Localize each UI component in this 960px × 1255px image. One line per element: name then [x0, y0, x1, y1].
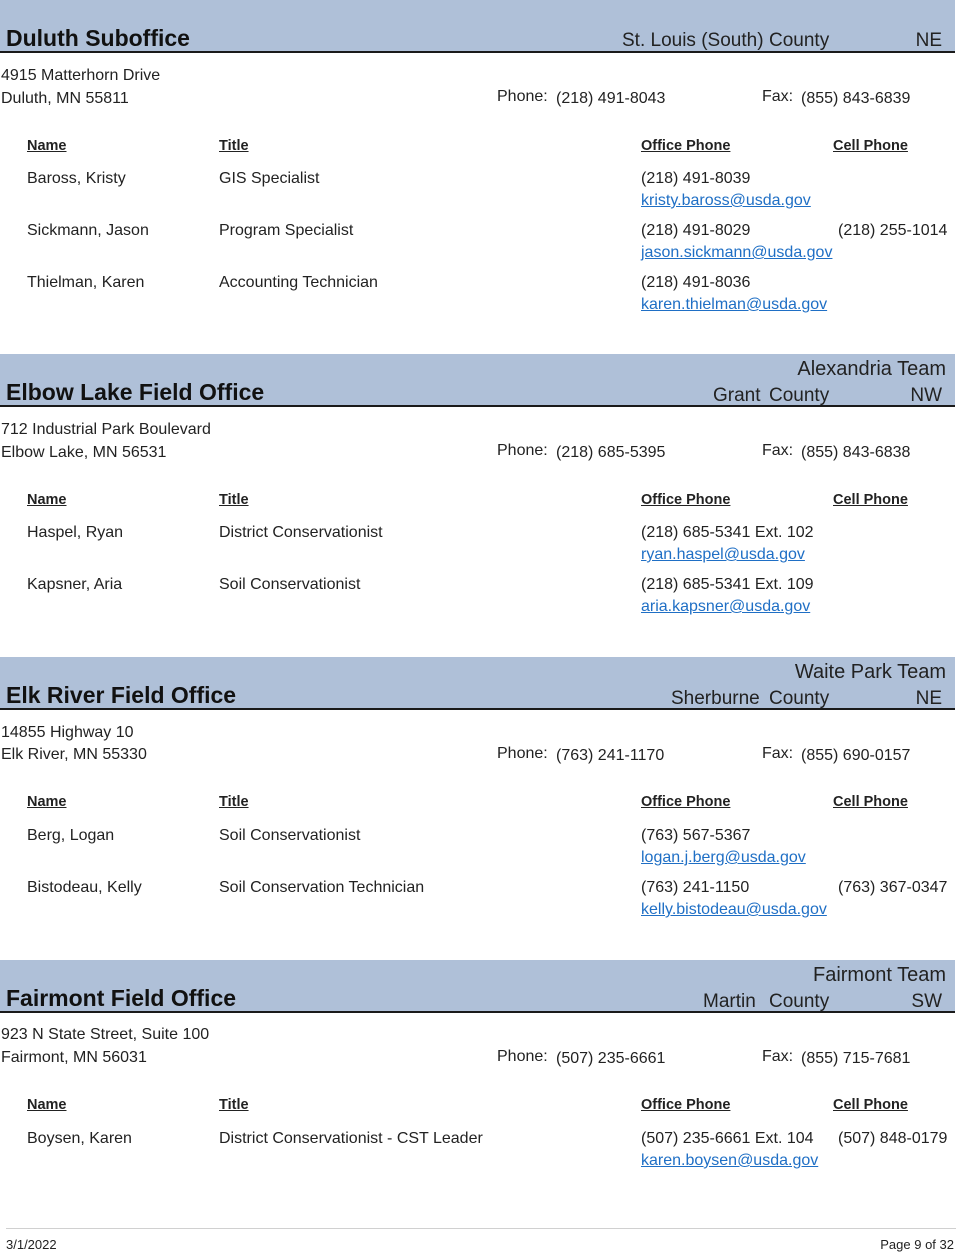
- column-header-name: Name: [27, 138, 67, 154]
- staff-name: Berg, Logan: [27, 827, 115, 844]
- staff-email-link[interactable]: logan.j.berg@usda.gov: [641, 849, 806, 866]
- column-header-name: Name: [27, 492, 67, 508]
- office-fax: (855) 843-6838: [801, 444, 911, 461]
- office-main-phone: (218) 491-8043: [556, 90, 666, 107]
- staff-email-link[interactable]: aria.kapsner@usda.gov: [641, 598, 811, 615]
- address-line-2: Duluth, MN 55811: [1, 90, 129, 107]
- column-header-name: Name: [27, 794, 67, 810]
- county-name: Sherburne: [671, 688, 760, 709]
- staff-cell-phone: (218) 255-1014: [838, 222, 948, 239]
- staff-email-link[interactable]: karen.thielman@usda.gov: [641, 296, 828, 313]
- team-name: Alexandria Team: [797, 358, 946, 380]
- staff-title: District Conservationist: [219, 524, 383, 541]
- staff-title: Program Specialist: [219, 222, 354, 239]
- staff-email-link[interactable]: kelly.bistodeau@usda.gov: [641, 901, 827, 918]
- region-code: NE: [915, 30, 942, 51]
- phone-label: Phone:: [497, 88, 548, 105]
- staff-office-phone: (218) 491-8029: [641, 222, 751, 239]
- phone-label: Phone:: [497, 745, 548, 762]
- address-line-1: 923 N State Street, Suite 100: [1, 1026, 210, 1043]
- fax-label: Fax:: [762, 1048, 794, 1065]
- office-fax: (855) 715-7681: [801, 1050, 911, 1067]
- staff-name: Bistodeau, Kelly: [27, 879, 142, 896]
- column-header-name: Name: [27, 1097, 67, 1113]
- footer-page-number: Page 9 of 32: [880, 1237, 954, 1252]
- column-header-cell-phone: Cell Phone: [833, 138, 908, 154]
- office-main-phone: (763) 241-1170: [556, 747, 665, 764]
- staff-office-phone: (218) 491-8036: [641, 274, 751, 291]
- footer-divider: [6, 1228, 956, 1229]
- address-line-2: Elbow Lake, MN 56531: [1, 444, 167, 461]
- phone-label: Phone:: [497, 442, 548, 459]
- staff-office-phone: (218) 685-5341 Ext. 102: [641, 524, 814, 541]
- fax-label: Fax:: [762, 442, 794, 459]
- region-code: NW: [910, 385, 942, 406]
- office-name: Duluth Suboffice: [6, 25, 190, 51]
- column-header-title: Title: [219, 138, 249, 154]
- county-name: Grant: [713, 385, 761, 406]
- address-line-1: 14855 Highway 10: [1, 724, 134, 741]
- office-name: Elbow Lake Field Office: [6, 379, 265, 405]
- fax-label: Fax:: [762, 745, 794, 762]
- address-line-2: Fairmont, MN 56031: [1, 1049, 147, 1066]
- office-main-phone: (218) 685-5395: [556, 444, 666, 461]
- address-line-2: Elk River, MN 55330: [1, 746, 147, 763]
- staff-name: Kapsner, Aria: [27, 576, 123, 593]
- phone-label: Phone:: [497, 1048, 548, 1065]
- county-label: County: [769, 991, 830, 1012]
- staff-name: Thielman, Karen: [27, 274, 145, 291]
- county-label: County: [769, 385, 830, 406]
- team-name: Waite Park Team: [794, 661, 946, 683]
- staff-office-phone: (763) 241-1150: [641, 879, 750, 896]
- region-code: NE: [915, 688, 942, 709]
- column-header-office-phone: Office Phone: [641, 138, 731, 154]
- staff-email-link[interactable]: jason.sickmann@usda.gov: [641, 244, 833, 261]
- column-header-title: Title: [219, 1097, 249, 1113]
- column-header-office-phone: Office Phone: [641, 1097, 731, 1113]
- team-name: Fairmont Team: [812, 964, 946, 986]
- column-header-title: Title: [219, 492, 249, 508]
- staff-title: Soil Conservationist: [219, 576, 361, 593]
- staff-office-phone: (507) 235-6661 Ext. 104: [641, 1130, 814, 1147]
- staff-office-phone: (763) 567-5367: [641, 827, 751, 844]
- county-name: Martin: [703, 991, 756, 1012]
- office-main-phone: (507) 235-6661: [556, 1050, 666, 1067]
- footer-date: 3/1/2022: [6, 1237, 57, 1252]
- county-label: County: [769, 688, 830, 709]
- office-name: Fairmont Field Office: [6, 985, 237, 1011]
- county-label: County: [769, 30, 830, 51]
- column-header-title: Title: [219, 794, 249, 810]
- column-header-office-phone: Office Phone: [641, 794, 731, 810]
- column-header-office-phone: Office Phone: [641, 492, 731, 508]
- staff-office-phone: (218) 685-5341 Ext. 109: [641, 576, 814, 593]
- staff-cell-phone: (507) 848-0179: [838, 1130, 948, 1147]
- office-name: Elk River Field Office: [6, 682, 237, 708]
- address-line-1: 712 Industrial Park Boulevard: [1, 421, 211, 438]
- staff-name: Baross, Kristy: [27, 170, 126, 187]
- column-header-cell-phone: Cell Phone: [833, 794, 908, 810]
- staff-cell-phone: (763) 367-0347: [838, 879, 948, 896]
- address-line-1: 4915 Matterhorn Drive: [1, 67, 161, 84]
- column-header-cell-phone: Cell Phone: [833, 1097, 908, 1113]
- staff-title: District Conservationist - CST Leader: [219, 1130, 483, 1147]
- staff-email-link[interactable]: karen.boysen@usda.gov: [641, 1152, 819, 1169]
- county-name: St. Louis (South): [622, 30, 764, 51]
- office-fax: (855) 843-6839: [801, 90, 911, 107]
- staff-title: GIS Specialist: [219, 170, 320, 187]
- column-header-cell-phone: Cell Phone: [833, 492, 908, 508]
- fax-label: Fax:: [762, 88, 794, 105]
- staff-email-link[interactable]: kristy.baross@usda.gov: [641, 192, 811, 209]
- staff-name: Boysen, Karen: [27, 1130, 132, 1147]
- staff-title: Accounting Technician: [219, 274, 378, 291]
- staff-title: Soil Conservationist: [219, 827, 361, 844]
- region-code: SW: [911, 991, 942, 1012]
- staff-name: Haspel, Ryan: [27, 524, 124, 541]
- staff-title: Soil Conservation Technician: [219, 879, 425, 896]
- staff-office-phone: (218) 491-8039: [641, 170, 751, 187]
- staff-name: Sickmann, Jason: [27, 222, 149, 239]
- staff-email-link[interactable]: ryan.haspel@usda.gov: [641, 546, 805, 563]
- office-fax: (855) 690-0157: [801, 747, 911, 764]
